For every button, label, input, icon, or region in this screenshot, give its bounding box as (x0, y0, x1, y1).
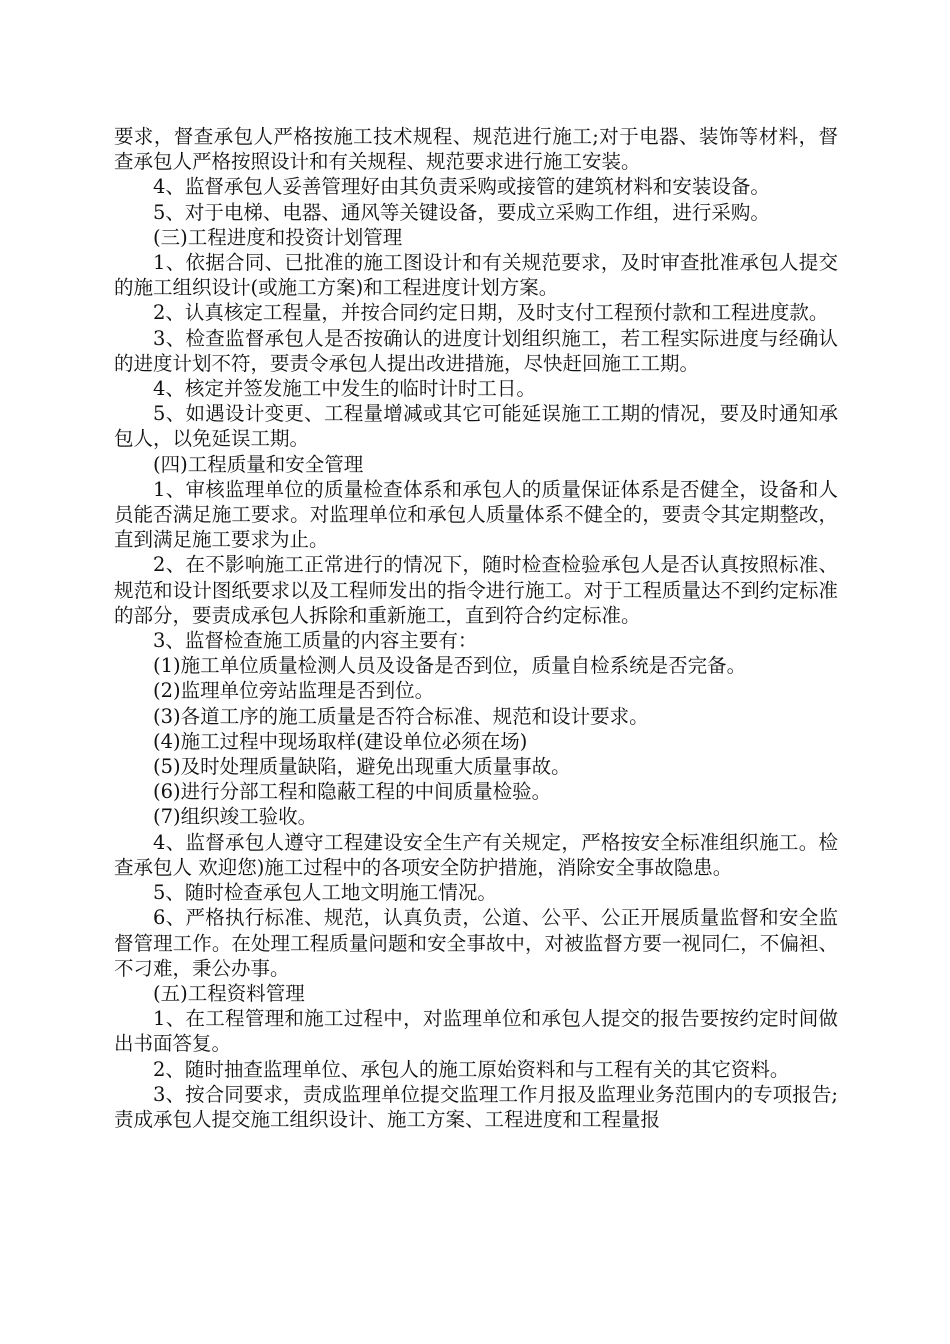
list-item: (3)各道工序的施工质量是否符合标准、规范和设计要求。 (153, 704, 649, 728)
paragraph: 6、严格执行标准、规范，认真负责，公道、公平、公正开展质量监督和安全监督管理工作。在处理工程质量问题和安全事故中，对被监督方要一视同仁，不偏袒、不刁难，秉公办事。 (114, 906, 838, 980)
list-item: (1)施工单位质量检测人员及设备是否到位，质量自检系统是否完备。 (153, 654, 747, 678)
paragraph: 5、随时检查承包人工地文明施工情况。 (153, 881, 497, 905)
paragraph: 1、依据合同、已批准的施工图设计和有关规范要求，及时审查批准承包人提交的施工组织设计(或施工方案)和工程进度计划方案。 (114, 251, 838, 300)
document-body (114, 124, 838, 1132)
section-heading: (四)工程质量和安全管理 (153, 452, 364, 476)
paragraph: 要求，督查承包人严格按施工技术规程、规范进行施工;对于电器、装饰等材料，督查承包人严格按照设计和有关规程、规范要求进行施工安装。 (114, 125, 838, 174)
paragraph: 4、监督承包人遵守工程建设安全生产有关规定，严格按安全标准组织施工。检查承包人 欢迎您)施工过程中的各项安全防护措施，消除安全事故隐患。 (114, 830, 838, 879)
list-item: (4)施工过程中现场取样(建设单位必须在场) (153, 729, 528, 753)
paragraph: 3、监督检查施工质量的内容主要有： (153, 629, 478, 653)
paragraph: 2、随时抽查监理单位、承包人的施工原始资料和与工程有关的其它资料。 (153, 1057, 790, 1081)
section-heading: (五)工程资料管理 (153, 981, 305, 1005)
paragraph: 1、在工程管理和施工过程中，对监理单位和承包人提交的报告要按约定时间做出书面答复。 (114, 1007, 838, 1056)
paragraph: 2、认真核定工程量，并按合同约定日期，及时支付工程预付款和工程进度款。 (153, 301, 829, 325)
section-heading: (三)工程进度和投资计划管理 (153, 225, 403, 249)
paragraph: 5、如遇设计变更、工程量增减或其它可能延误施工工期的情况，要及时通知承包人，以免延误工期。 (114, 402, 838, 451)
paragraph: 4、监督承包人妥善管理好由其负责采购或接管的建筑材料和安装设备。 (153, 175, 770, 199)
paragraph: 2、在不影响施工正常进行的情况下，随时检查检验承包人是否认真按照标准、规范和设计图纸要求以及工程师发出的指令进行施工。对于工程质量达不到约定标准的部分，要责成承包人拆除和重新施工，直到符合约定标准。 (114, 553, 838, 627)
paragraph: 3、按合同要求，责成监理单位提交监理工作月报及监理业务范围内的专项报告;责成承包人提交施工组织设计、施工方案、工程进度和工程量报 (114, 1082, 838, 1131)
list-item: (5)及时处理质量缺陷，避免出现重大质量事故。 (153, 755, 571, 779)
list-item: (6)进行分部工程和隐蔽工程的中间质量检验。 (153, 780, 552, 804)
list-item: (7)组织竣工验收。 (153, 805, 318, 829)
paragraph: 3、检查监督承包人是否按确认的进度计划组织施工，若工程实际进度与经确认的进度计划不符，要责令承包人提出改进措施，尽快赶回施工工期。 (114, 326, 838, 375)
paragraph: 1、审核监理单位的质量检查体系和承包人的质量保证体系是否健全，设备和人员能否满足施工要求。对监理单位和承包人质量体系不健全的，要责令其定期整改，直到满足施工要求为止。 (114, 477, 838, 552)
paragraph: 4、核定并签发施工中发生的临时计时工日。 (153, 377, 536, 401)
paragraph: 5、对于电梯、电器、通风等关键设备，要成立采购工作组，进行采购。 (153, 200, 770, 224)
list-item: (2)监理单位旁站监理是否到位。 (153, 679, 435, 703)
